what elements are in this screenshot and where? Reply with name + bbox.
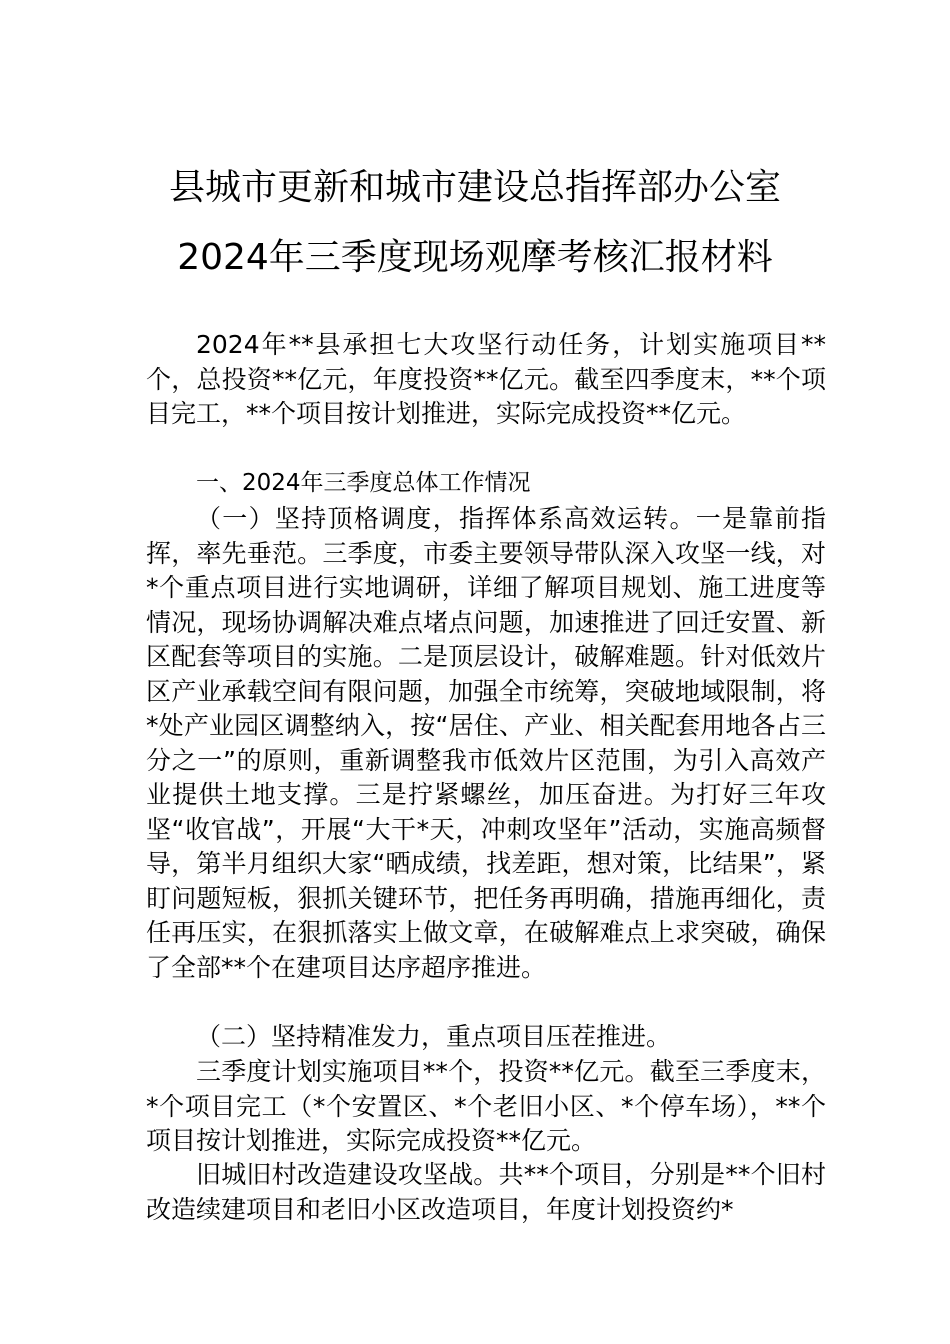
- section-1-heading: 一、2024年三季度总体工作情况: [196, 470, 531, 496]
- document-title-line-1: 县城市更新和城市建设总指挥部办公室: [168, 167, 781, 208]
- section-1-part-1-paragraph: （一）坚持顶格调度，指挥体系高效运转。一是靠前指挥，率先垂范。三季度，市委主要领导带队深入攻坚一线，对*个重点项目进行实地调研，详细了解项目规划、施工进度等情况，现场协调解决难点堵点问题，加速推进了回迁安置、新区配套等项目的实施。二是顶层设计，破解难题。针对低效片区产业承载空间有限问题，加强全市统筹，突破地域限制，将*处产业园区调整纳入，按“居住、产业、相关配套用地各占三分之一”的原则，重新调整我市低效片区范围，为引入高效产业提供土地支撑。三是拧紧螺丝，加压奋进。为打好三年攻坚“收官战”，开展“大干*天，冲刺攻坚年”活动，实施高频督导，第半月组织大家“晒成绩，找差距，想对策，比结果”，紧盯问题短板，狠抓关键环节，把任务再明确，措施再细化，责任再压实，在狠抓落实上做文章，在破解难点上求突破，确保了全部**个在建项目达序超序推进。: [146, 504, 826, 982]
- document-title-line-2: 2024年三季度现场观摩考核汇报材料: [177, 237, 773, 278]
- section-1-part-2-heading: （二）坚持精准发力，重点项目压茬推进。: [196, 1022, 672, 1051]
- intro-paragraph: 2024年**县承担七大攻坚行动任务，计划实施项目**个，总投资**亿元，年度投资**亿元。截至四季度末，**个项目完工，**个项目按计划推进，实际完成投资**亿元。: [146, 330, 826, 428]
- section-1-part-2-paragraph: 三季度计划实施项目**个，投资**亿元。截至三季度末，*个项目完工（*个安置区、*个老旧小区、*个停车场），**个项目按计划推进，实际完成投资**亿元。: [146, 1057, 826, 1155]
- old-city-renovation-paragraph: 旧城旧村改造建设攻坚战。共**个项目，分别是**个旧村改造续建项目和老旧小区改造项目，年度计划投资约*: [146, 1160, 826, 1224]
